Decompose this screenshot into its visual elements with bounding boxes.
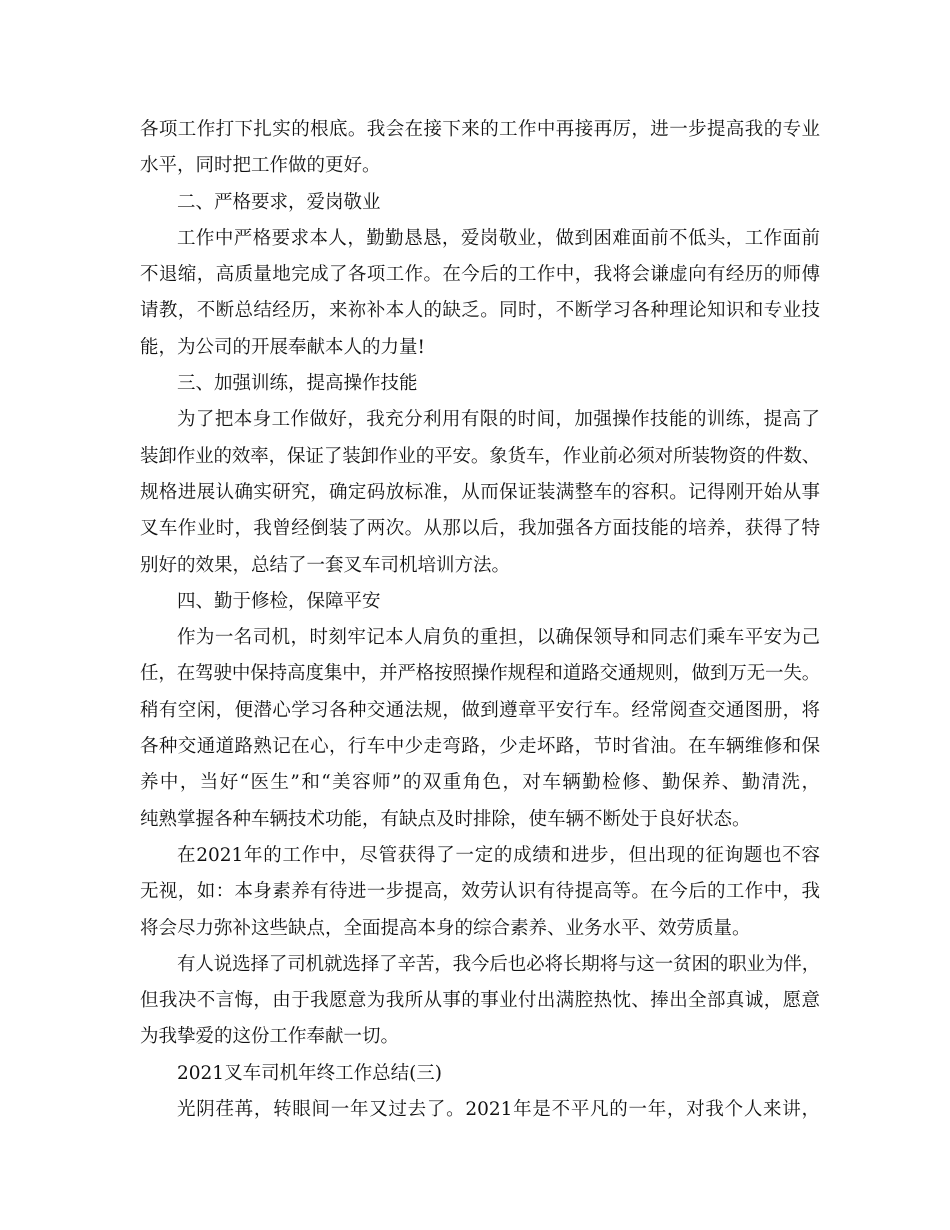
section-heading: 三、加强训练，提高操作技能 bbox=[177, 373, 418, 395]
paragraph-line: 任，在驾驶中保持高度集中，并严格按照操作规程和道路交通规则，做到万无一失。 bbox=[140, 663, 820, 685]
section-heading: 四、勤于修检，保障平安 bbox=[177, 590, 381, 612]
paragraph-line: 作为一名司机，时刻牢记本人肩负的重担，以确保领导和同志们乘车平安为己 bbox=[177, 627, 820, 649]
paragraph-line: 在2021年的工作中，尽管获得了一定的成绩和进步，但出现的征询题也不容 bbox=[177, 844, 820, 866]
section-heading: 二、严格要求，爱岗敬业 bbox=[177, 191, 381, 213]
document-body bbox=[140, 112, 820, 1128]
paragraph-line: 稍有空闲，便潜心学习各种交通法规，做到遵章平安行车。经常阅查交通图册，将 bbox=[140, 699, 820, 721]
paragraph-line: 纯熟掌握各种车辆技术功能，有缺点及时排除，使车辆不断处于良好状态。 bbox=[140, 808, 751, 830]
paragraph-line: 光阴荏苒，转眼间一年又过去了。2021年是不平凡的一年，对我个人来讲， bbox=[177, 1099, 820, 1121]
section-heading: 2021叉车司机年终工作总结(三) bbox=[177, 1062, 443, 1084]
paragraph-line: 将会尽力弥补这些缺点，全面提高本身的综合素养、业务水平、效劳质量。 bbox=[140, 917, 751, 939]
paragraph-line: 无视，如：本身素养有待进一步提高，效劳认识有待提高等。在今后的工作中，我 bbox=[140, 881, 820, 903]
paragraph-line: 别好的效果，总结了一套叉车司机培训方法。 bbox=[140, 554, 511, 576]
paragraph-line: 水平，同时把工作做的更好。 bbox=[140, 155, 381, 177]
paragraph-line: 养中，当好“医生”和“美容师”的双重角色，对车辆勤检修、勤保养、勤清洗， bbox=[140, 772, 820, 794]
paragraph-line: 规格进展认确实研究，确定码放标准，从而保证装满整车的容积。记得刚开始从事 bbox=[140, 481, 820, 503]
paragraph-line: 各种交通道路熟记在心，行车中少走弯路，少走坏路，节时省油。在车辆维修和保 bbox=[140, 736, 820, 758]
paragraph-line: 不退缩，高质量地完成了各项工作。在今后的工作中，我将会谦虚向有经历的师傅 bbox=[140, 264, 820, 286]
paragraph-line: 叉车作业时，我曾经倒装了两次。从那以后，我加强各方面技能的培养，获得了特 bbox=[140, 518, 820, 540]
paragraph-line: 为了把本身工作做好，我充分利用有限的时间，加强操作技能的训练，提高了 bbox=[177, 409, 820, 431]
paragraph-line: 各项工作打下扎实的根底。我会在接下来的工作中再接再厉，进一步提高我的专业 bbox=[140, 119, 820, 140]
paragraph-line: 有人说选择了司机就选择了辛苦，我今后也必将长期将与这一贫困的职业为伴， bbox=[177, 953, 820, 975]
paragraph-line: 能，为公司的开展奉献本人的力量! bbox=[140, 336, 425, 358]
paragraph-line: 为我挚爱的这份工作奉献一切。 bbox=[140, 1026, 400, 1048]
paragraph-line: 工作中严格要求本人，勤勤恳恳，爱岗敬业，做到困难面前不低头，工作面前 bbox=[177, 227, 820, 249]
paragraph-line: 请教，不断总结经历，来祢补本人的缺乏。同时，不断学习各种理论知识和专业技 bbox=[140, 300, 820, 322]
paragraph-line: 但我决不言悔，由于我愿意为我所从事的事业付出满腔热忱、捧出全部真诚，愿意 bbox=[140, 990, 820, 1012]
paragraph-line: 装卸作业的效率，保证了装卸作业的平安。象货车，作业前必须对所装物资的件数、 bbox=[140, 445, 820, 467]
